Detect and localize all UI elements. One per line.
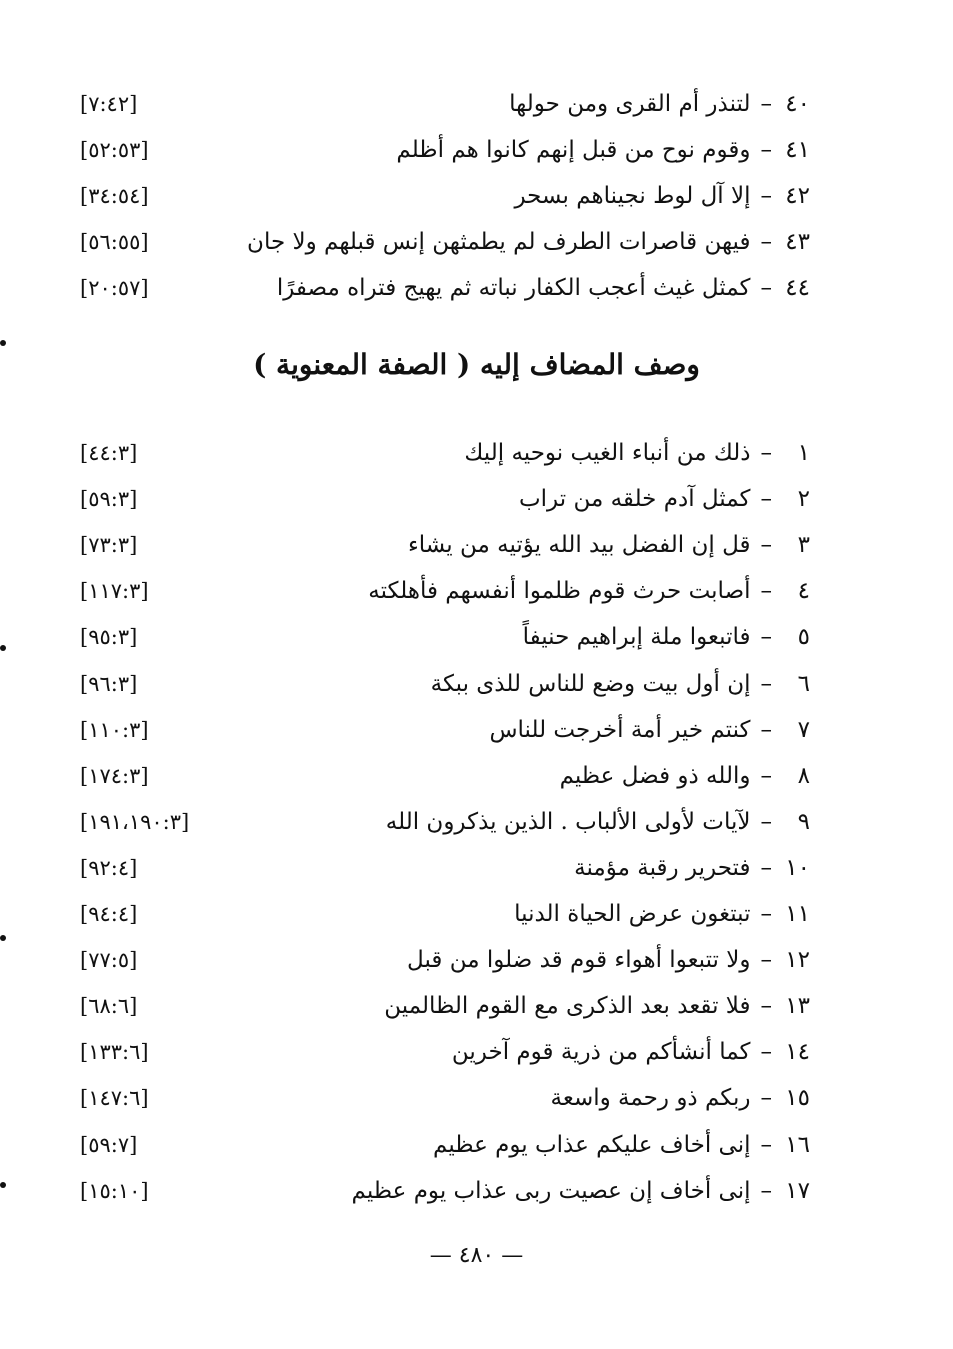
- verse-text: إنى أخاف عليكم عذاب يوم عظيم: [433, 1131, 751, 1158]
- verse-text: أصابت حرث قوم ظلموا أنفسهم فأهلكته: [368, 578, 751, 605]
- section-heading: وصف المضاف إليه ( الصفة المعنوية ): [253, 348, 700, 381]
- verse-reference: [٩٥:٣]: [80, 625, 138, 650]
- dash-separator: –: [760, 137, 772, 163]
- verse-row: [80, 84, 810, 124]
- margin-mark: [0, 340, 6, 346]
- dash-separator: –: [760, 229, 772, 255]
- verse-row: [80, 802, 810, 842]
- verse-row: [80, 571, 810, 611]
- verse-line: [247, 229, 810, 255]
- dash-separator: –: [760, 578, 772, 605]
- verse-line: [519, 486, 810, 512]
- verse-number: ٤٤: [785, 275, 810, 301]
- verse-number: ٤٢: [785, 183, 810, 209]
- verse-reference: [١١٧:٣]: [80, 579, 149, 604]
- verse-number: ١٢: [785, 947, 810, 974]
- verse-row: [80, 664, 810, 704]
- dash-separator: –: [760, 532, 772, 559]
- verse-row: [80, 617, 810, 657]
- dash-separator: –: [760, 1131, 772, 1158]
- verse-text: إلا آل لوط نجيناهم بسحر: [514, 183, 751, 209]
- verse-number: ١٧: [785, 1177, 810, 1204]
- verse-reference: [٥٢:٥٣]: [80, 138, 149, 162]
- verse-line: [514, 183, 810, 209]
- verse-line: [574, 855, 810, 881]
- verse-line: [386, 809, 810, 835]
- dash-separator: –: [760, 808, 772, 835]
- verse-number: ٧: [797, 716, 810, 743]
- dash-separator: –: [760, 670, 772, 697]
- verse-reference: [١٥:١٠]: [80, 1178, 149, 1203]
- verse-row: [80, 710, 810, 750]
- dash-separator: –: [760, 486, 772, 513]
- verse-row: [80, 222, 810, 262]
- verse-row: [80, 940, 810, 980]
- verse-text: كمثل غيث أعجب الكفار نباته ثم يهيج فتراه مصفرًا: [276, 275, 751, 301]
- verse-line: [352, 1178, 810, 1204]
- verse-text: فاتبعوا ملة إبراهيم حنيفاً: [522, 624, 751, 651]
- verse-text: وقوم نوح من قبل إنهم كانوا هم أظلم: [396, 137, 751, 163]
- verse-number: ٤٣: [785, 229, 810, 255]
- verse-row: [80, 433, 810, 473]
- verse-reference: [١٩١،١٩٠:٣]: [80, 809, 190, 834]
- verse-line: [407, 947, 810, 973]
- verse-number: ١٠: [785, 854, 810, 881]
- margin-mark: [0, 1182, 6, 1188]
- dash-separator: –: [760, 1039, 772, 1066]
- page-number: — ٤٨٠ —: [429, 1243, 524, 1268]
- verse-text: لتنذر أم القرى ومن حولها: [509, 91, 751, 117]
- margin-mark: [0, 645, 6, 651]
- verse-row: [80, 268, 810, 308]
- dash-separator: –: [760, 762, 772, 789]
- verse-reference: [٤٤:٣]: [80, 441, 138, 465]
- verse-text: لآيات لأولى الألباب . الذين يذكرون الله: [385, 808, 751, 835]
- dash-separator: –: [760, 440, 772, 466]
- verse-reference: [٩٤:٤]: [80, 902, 138, 926]
- verse-line: [368, 578, 810, 604]
- verse-row: [80, 986, 810, 1026]
- verse-number: ٨: [797, 762, 810, 789]
- verse-row: [80, 176, 810, 216]
- verse-text: تبتغون عرض الحياة الدنيا: [514, 901, 751, 927]
- verse-number: ٦: [797, 670, 810, 697]
- verse-text: فيهن قاصرات الطرف لم يطمثهن إنس قبلهم ولا جان: [247, 229, 751, 255]
- verse-text: فتحرير رقبة مؤمنة: [574, 854, 751, 881]
- verse-number: ٩: [797, 808, 810, 835]
- margin-mark: [0, 935, 6, 941]
- verse-text: ولا تتبعوا أهواء قوم قد ضلوا من قبل: [407, 947, 751, 974]
- dash-separator: –: [760, 854, 772, 881]
- dash-separator: –: [760, 993, 772, 1020]
- dash-separator: –: [760, 624, 772, 651]
- verse-number: ٥: [797, 624, 810, 651]
- verse-reference: [٧:٤٢]: [80, 92, 138, 116]
- verse-line: [433, 1132, 810, 1158]
- verse-line: [464, 440, 810, 466]
- verse-row: [80, 525, 810, 565]
- verse-reference: [٥٩:٣]: [80, 487, 138, 512]
- verse-row: [80, 1125, 810, 1165]
- verse-line: [431, 671, 810, 697]
- verse-text: فلا تقعد بعد الذكرى مع القوم الظالمين: [384, 993, 751, 1020]
- dash-separator: –: [760, 91, 772, 117]
- verse-text: والله ذو فضل عظيم: [559, 762, 751, 789]
- dash-separator: –: [760, 1177, 772, 1204]
- verse-reference: [٧٧:٥]: [80, 948, 138, 973]
- verse-reference: [٧٣:٣]: [80, 533, 138, 558]
- verse-text: كنتم خير أمة أخرجت للناس: [489, 716, 751, 743]
- dash-separator: –: [760, 947, 772, 974]
- verse-line: [509, 91, 810, 117]
- verse-text: كما أنشأكم من ذرية قوم آخرين: [451, 1039, 751, 1066]
- verse-number: ٤٠: [785, 91, 810, 117]
- verse-line: [523, 624, 810, 650]
- verse-row: [80, 1078, 810, 1118]
- verse-number: ١٣: [785, 993, 810, 1020]
- verse-number: ٣: [797, 532, 810, 559]
- verse-reference: [٥٦:٥٥]: [80, 230, 149, 254]
- verse-reference: [١١٠:٣]: [80, 717, 149, 742]
- verse-text: ذلك من أنباء الغيب نوحيه إليك: [464, 440, 751, 466]
- dash-separator: –: [760, 1085, 772, 1112]
- verse-reference: [٢٠:٥٧]: [80, 276, 149, 300]
- verse-text: إنى أخاف إن عصيت ربى عذاب يوم عظيم: [351, 1177, 751, 1204]
- verse-line: [277, 275, 810, 301]
- verse-text: إن أول بيت وضع للناس للذى ببكة: [430, 670, 751, 697]
- verse-number: ٤١: [785, 137, 810, 163]
- dash-separator: –: [760, 716, 772, 743]
- verse-text: كمثل آدم خلقه من تراب: [519, 486, 751, 513]
- verse-line: [384, 993, 810, 1019]
- verse-number: ١٥: [785, 1085, 810, 1112]
- verse-reference: [٣٤:٥٤]: [80, 184, 149, 208]
- verse-reference: [٥٩:٧]: [80, 1132, 138, 1157]
- verse-row: [80, 894, 810, 934]
- verse-line: [551, 1085, 810, 1111]
- verse-number: ١٤: [785, 1039, 810, 1066]
- verse-number: ١١: [785, 901, 810, 927]
- dash-separator: –: [760, 183, 772, 209]
- verse-row: [80, 848, 810, 888]
- verse-number: ١٦: [785, 1131, 810, 1158]
- verse-number: ١: [797, 440, 810, 466]
- verse-line: [408, 532, 810, 558]
- verse-reference: [١٣٣:٦]: [80, 1040, 149, 1065]
- verse-reference: [٩٢:٤]: [80, 855, 138, 880]
- verse-line: [489, 717, 810, 743]
- verse-text: ربكم ذو رحمة واسعة: [550, 1085, 751, 1112]
- verse-row: [80, 756, 810, 796]
- verse-row: [80, 130, 810, 170]
- verse-reference: [١٤٧:٦]: [80, 1086, 149, 1111]
- verse-text: قل إن الفضل بيد الله يؤتيه من يشاء: [407, 532, 751, 559]
- verse-line: [452, 1039, 810, 1065]
- dash-separator: –: [760, 901, 772, 927]
- verse-line: [396, 137, 810, 163]
- verse-row: [80, 479, 810, 519]
- verse-row: [80, 1032, 810, 1072]
- verse-reference: [١٧٤:٣]: [80, 763, 149, 788]
- verse-line: [560, 763, 810, 789]
- verse-line: [514, 901, 810, 927]
- verse-reference: [٦٨:٦]: [80, 994, 138, 1019]
- verse-reference: [٩٦:٣]: [80, 671, 138, 696]
- verse-row: [80, 1171, 810, 1211]
- verse-number: ٢: [797, 486, 810, 513]
- dash-separator: –: [760, 275, 772, 301]
- verse-number: ٤: [797, 578, 810, 605]
